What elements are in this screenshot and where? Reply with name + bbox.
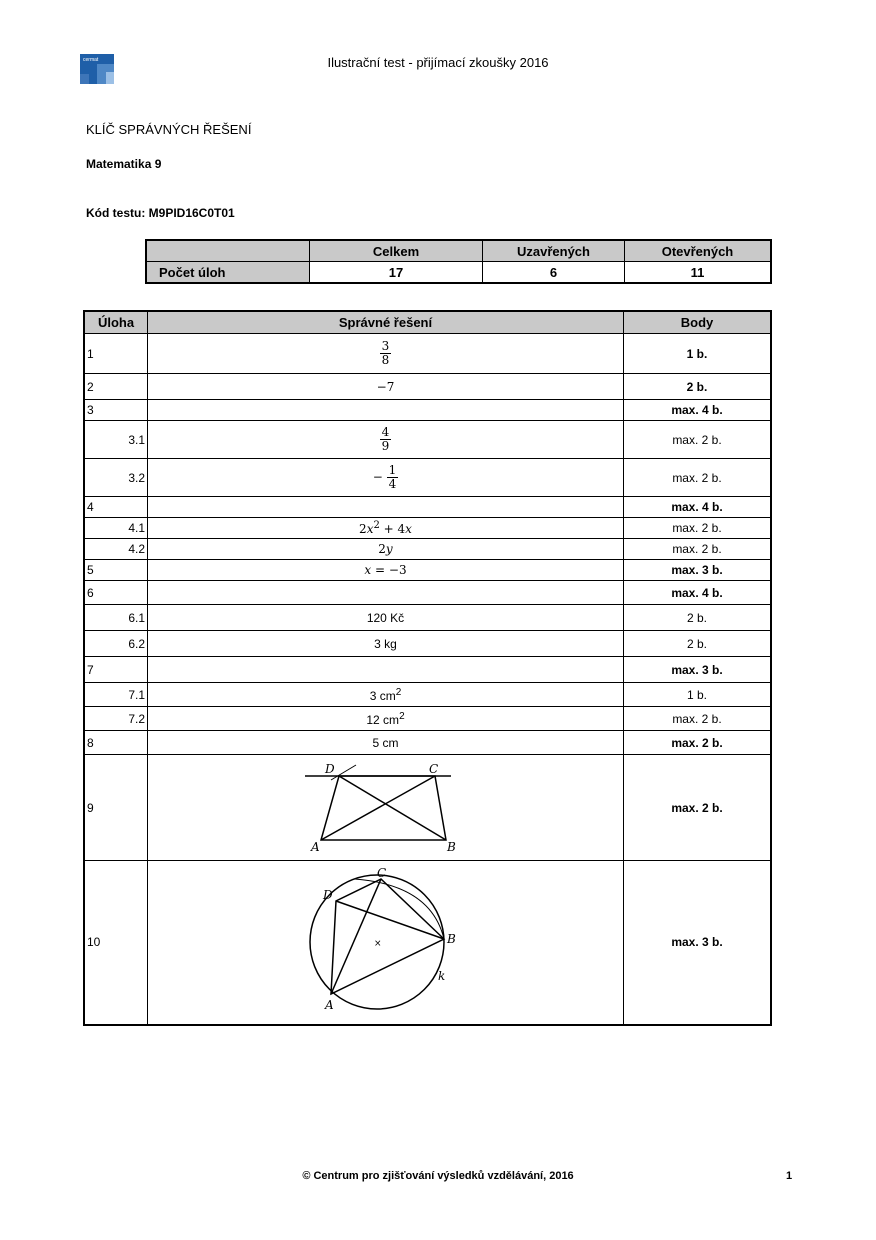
page-footer: © Centrum pro zjišťování výsledků vzdělávání, 2016 bbox=[302, 1170, 574, 1182]
points-cell: max. 2 b. bbox=[624, 755, 772, 861]
subtask-number: 7.1 bbox=[84, 683, 148, 707]
subject-title: Matematika 9 bbox=[86, 157, 162, 171]
subtask-number: 4.1 bbox=[84, 518, 148, 539]
points-cell: max. 3 b. bbox=[624, 560, 772, 581]
page-header: Ilustrační test - přijímací zkoušky 2016 bbox=[327, 55, 549, 70]
task-number: 2 bbox=[84, 374, 148, 400]
points-cell: max. 4 b. bbox=[624, 581, 772, 605]
denominator: 9 bbox=[381, 439, 390, 453]
points-cell: max. 3 b. bbox=[624, 861, 772, 1025]
table-row bbox=[84, 374, 771, 400]
solution-cell bbox=[148, 581, 624, 605]
exponent: 2 bbox=[395, 686, 402, 698]
solution-cell bbox=[148, 560, 624, 581]
denominator: 4 bbox=[388, 477, 397, 491]
point-label-d: D bbox=[324, 761, 335, 776]
points-cell: max. 2 b. bbox=[624, 731, 772, 755]
solution-cell bbox=[148, 755, 624, 861]
solution-cell bbox=[148, 421, 624, 459]
expression-rest: = −3 bbox=[371, 563, 407, 577]
task-number: 6 bbox=[84, 581, 148, 605]
table-row bbox=[84, 657, 771, 683]
variable: y bbox=[385, 542, 393, 556]
header-points: Body bbox=[624, 311, 772, 334]
numerator: 3 bbox=[381, 338, 390, 353]
point-label-a: A bbox=[324, 998, 334, 1013]
points-cell: max. 3 b. bbox=[624, 657, 772, 683]
fraction bbox=[387, 464, 399, 491]
summary-total-value: 17 bbox=[310, 262, 483, 284]
subtask-number: 3.2 bbox=[84, 459, 148, 497]
point-label-a: A bbox=[310, 839, 320, 854]
point-label-b: B bbox=[446, 839, 456, 854]
header-task: Úloha bbox=[84, 311, 148, 334]
points-cell: 1 b. bbox=[624, 334, 772, 374]
subtask-number: 6.2 bbox=[84, 631, 148, 657]
fraction bbox=[380, 426, 392, 453]
variable: x bbox=[366, 522, 374, 536]
solution-cell bbox=[148, 539, 624, 560]
solution-cell bbox=[148, 497, 624, 518]
solution-cell: 5 cm bbox=[148, 731, 624, 755]
test-code: Kód testu: M9PID16C0T01 bbox=[86, 206, 235, 220]
expression-rest: + 4 bbox=[379, 522, 406, 536]
points-cell: max. 2 b. bbox=[624, 539, 772, 560]
page-number: 1 bbox=[786, 1170, 793, 1182]
points-cell: max. 4 b. bbox=[624, 497, 772, 518]
points-cell: 1 b. bbox=[624, 683, 772, 707]
area-value: 3 cm bbox=[369, 688, 396, 703]
solution-cell bbox=[148, 400, 624, 421]
table-row bbox=[84, 581, 771, 605]
fraction bbox=[380, 340, 392, 367]
table-row bbox=[84, 731, 771, 755]
points-cell: 2 b. bbox=[624, 374, 772, 400]
summary-corner bbox=[146, 240, 310, 262]
subtask-number: 7.2 bbox=[84, 707, 148, 731]
answers-header-row bbox=[84, 311, 771, 334]
points-cell: max. 2 b. bbox=[624, 707, 772, 731]
header-solution: Správné řešení bbox=[148, 311, 624, 334]
variable: x bbox=[405, 522, 412, 536]
summary-row-label: Počet úloh bbox=[146, 262, 310, 284]
task-number: 4 bbox=[84, 497, 148, 518]
coefficient: 2 bbox=[359, 522, 367, 536]
table-row bbox=[84, 400, 771, 421]
area-value: 12 cm bbox=[366, 712, 400, 727]
denominator: 8 bbox=[381, 353, 390, 367]
circle-construction-diagram bbox=[301, 867, 471, 1017]
subtask-number: 6.1 bbox=[84, 605, 148, 631]
table-row bbox=[84, 605, 771, 631]
exponent: 2 bbox=[373, 520, 380, 531]
svg-text:cermat: cermat bbox=[83, 57, 99, 63]
document-title: KLÍČ SPRÁVNÝCH ŘEŠENÍ bbox=[86, 122, 252, 137]
variable: x bbox=[364, 563, 372, 577]
task-number: 9 bbox=[84, 755, 148, 861]
task-number: 5 bbox=[84, 560, 148, 581]
table-row bbox=[84, 539, 771, 560]
table-row bbox=[84, 683, 771, 707]
table-row bbox=[84, 560, 771, 581]
solution-cell bbox=[148, 334, 624, 374]
exponent: 2 bbox=[399, 710, 405, 722]
summary-table bbox=[145, 239, 772, 284]
subtask-number: 3.1 bbox=[84, 421, 148, 459]
table-row bbox=[84, 421, 771, 459]
solution-cell bbox=[148, 459, 624, 497]
solution-cell bbox=[148, 707, 624, 731]
table-row bbox=[84, 861, 771, 1025]
summary-header-open: Otevřených bbox=[625, 240, 772, 262]
table-row bbox=[84, 459, 771, 497]
summary-open-value: 11 bbox=[625, 262, 772, 284]
points-cell: max. 2 b. bbox=[624, 518, 772, 539]
solution-cell bbox=[148, 861, 624, 1025]
task-number: 10 bbox=[84, 861, 148, 1025]
point-label-c: C bbox=[376, 867, 386, 881]
points-cell: max. 2 b. bbox=[624, 421, 772, 459]
solution-cell: 120 Kč bbox=[148, 605, 624, 631]
circle-label-k: k bbox=[437, 969, 445, 984]
solution-cell: 3 kg bbox=[148, 631, 624, 657]
subtask-number: 4.2 bbox=[84, 539, 148, 560]
coefficient: 2 bbox=[378, 542, 386, 556]
table-row bbox=[84, 497, 771, 518]
point-label-c: C bbox=[428, 761, 438, 776]
summary-row bbox=[146, 262, 771, 284]
task-number: 3 bbox=[84, 400, 148, 421]
solution-cell bbox=[148, 657, 624, 683]
point-label-d: D bbox=[322, 888, 333, 903]
table-row bbox=[84, 755, 771, 861]
summary-header-row bbox=[146, 240, 771, 262]
points-cell: 2 b. bbox=[624, 605, 772, 631]
solution-cell bbox=[148, 518, 624, 539]
points-cell: 2 b. bbox=[624, 631, 772, 657]
solution-cell: −7 bbox=[148, 374, 624, 400]
minus-sign: − bbox=[372, 470, 383, 484]
trapezoid-construction-diagram bbox=[301, 762, 471, 854]
center-mark: × bbox=[373, 939, 382, 950]
summary-header-closed: Uzavřených bbox=[483, 240, 625, 262]
task-number: 1 bbox=[84, 334, 148, 374]
summary-closed-value: 6 bbox=[483, 262, 625, 284]
points-cell: max. 2 b. bbox=[624, 459, 772, 497]
answer-key-table bbox=[83, 310, 772, 1026]
table-row bbox=[84, 334, 771, 374]
table-row bbox=[84, 518, 771, 539]
solution-cell bbox=[148, 683, 624, 707]
numerator: 1 bbox=[388, 462, 397, 477]
task-number: 8 bbox=[84, 731, 148, 755]
summary-header-total: Celkem bbox=[310, 240, 483, 262]
table-row bbox=[84, 707, 771, 731]
table-row bbox=[84, 631, 771, 657]
task-number: 7 bbox=[84, 657, 148, 683]
numerator: 4 bbox=[381, 424, 390, 439]
point-label-b: B bbox=[446, 932, 456, 947]
points-cell: max. 4 b. bbox=[624, 400, 772, 421]
